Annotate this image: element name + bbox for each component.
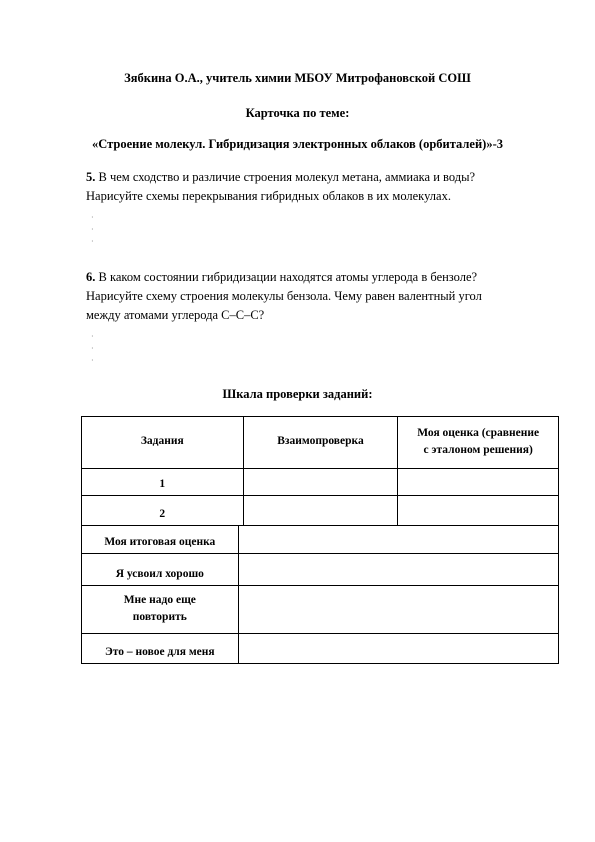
new-for-me-cell[interactable]: [238, 634, 558, 664]
blank-marker: ·: [91, 237, 94, 246]
task-number-2: 2: [82, 496, 244, 526]
header-task: Задания: [82, 417, 244, 469]
task-6-text-1: В каком состоянии гибридизации находятся атомы углерода в бензоле?: [98, 270, 478, 284]
task-number-1: 1: [82, 469, 244, 496]
blank-marker: ·: [91, 344, 94, 353]
peer-review-cell-1[interactable]: [243, 469, 398, 496]
blank-marker: ·: [91, 225, 94, 234]
table-row: [82, 586, 559, 634]
task-6-line-3: между атомами углерода С–С–С?: [86, 308, 265, 322]
need-repeat-line-2: повторить: [132, 610, 187, 623]
scale-title: Шкала проверки заданий:: [222, 387, 373, 401]
final-grade-cell[interactable]: [238, 526, 558, 554]
task-5-number: 5.: [86, 170, 96, 184]
self-grade-cell-2[interactable]: [398, 496, 559, 526]
table-row: [82, 554, 559, 586]
task-6-line-1: [86, 268, 566, 287]
learned-well-label: Я усвоил хорошо: [82, 554, 239, 586]
need-repeat-line-1: Мне надо еще: [123, 593, 196, 606]
table-row: [82, 526, 559, 554]
learned-well-cell[interactable]: [238, 554, 558, 586]
task-6-line-2: Нарисуйте схему строения молекулы бензола. Чему равен валентный угол: [86, 289, 482, 303]
blank-marker: ·: [91, 356, 94, 365]
task-5-line-1: [86, 168, 566, 187]
table-row: [82, 634, 559, 664]
need-repeat-label: [82, 586, 239, 634]
task-5-line-2: Нарисуйте схемы перекрывания гибридных облаков в их молекулах.: [86, 189, 451, 203]
topic-title: «Строение молекул. Гибридизация электронных облаков (орбиталей)»-3: [92, 137, 503, 151]
new-for-me-label: Это – новое для меня: [82, 634, 239, 664]
table-header-row: [82, 417, 559, 469]
task-6-number: 6.: [86, 270, 96, 284]
table-row: [82, 496, 559, 526]
peer-review-cell-2[interactable]: [243, 496, 398, 526]
blank-marker: ·: [91, 332, 94, 341]
header-self-grade-line-2: с эталоном решения): [423, 443, 533, 456]
assessment-table: [81, 416, 559, 664]
task-5-text-1: В чем сходство и различие строения молекул метана, аммиака и воды?: [98, 170, 476, 184]
author-line: Зябкина О.А., учитель химии МБОУ Митрофановской СОШ: [124, 71, 471, 85]
final-grade-label: Моя итоговая оценка: [82, 526, 239, 554]
self-grade-cell-1[interactable]: [398, 469, 559, 496]
header-self-grade: [398, 417, 559, 469]
blank-marker: ·: [91, 213, 94, 222]
table-row: [82, 469, 559, 496]
header-self-grade-line-1: Моя оценка (сравнение: [417, 426, 540, 439]
need-repeat-cell[interactable]: [238, 586, 558, 634]
task-6: [86, 268, 566, 325]
header-peer-review: Взаимопроверка: [243, 417, 398, 469]
card-label: Карточка по теме:: [245, 106, 350, 120]
task-5: [86, 168, 566, 206]
